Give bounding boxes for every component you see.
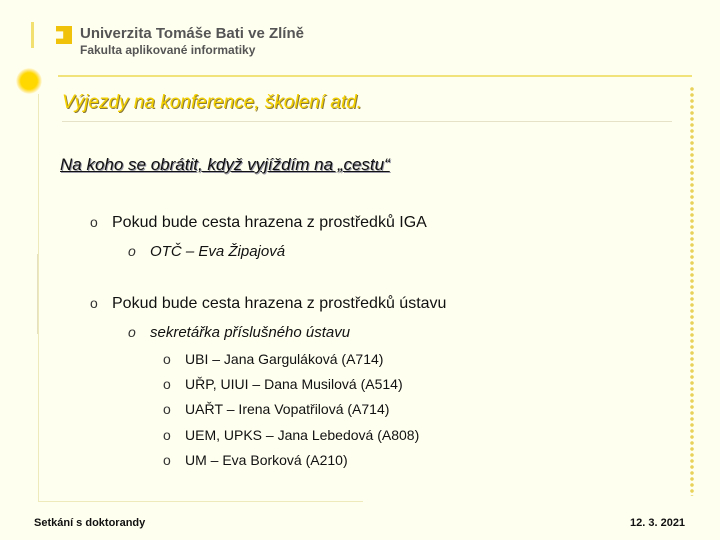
list-item-label: Pokud bude cesta hrazena z prostředků IGA [112, 214, 427, 231]
bullet-icon: o [163, 427, 171, 443]
list-item [163, 401, 389, 417]
list-item-label: OTČ – Eva Žipajová [150, 243, 286, 260]
list-item [163, 427, 419, 443]
bullet-icon: o [163, 351, 171, 367]
title-divider [62, 121, 672, 122]
footer-date: 12. 3. 2021 [630, 517, 686, 529]
faculty-name: Fakulta aplikované informatiky [80, 43, 256, 57]
university-name: Univerzita Tomáše Bati ve Zlíně [80, 25, 304, 42]
list-item-label: UEM, UPKS – Jana Lebedová (A808) [185, 427, 420, 443]
list-item [163, 452, 348, 468]
decor-line-top [58, 75, 692, 77]
bullet-icon: o [128, 324, 136, 340]
bullet-icon: o [163, 376, 171, 392]
bullet-icon: o [128, 243, 136, 259]
decor-line-bottom [38, 501, 363, 502]
list-item-label: sekretářka příslušného ústavu [150, 324, 351, 341]
decor-dotted-border [689, 86, 695, 496]
list-item [163, 376, 403, 392]
list-item-label: UAŘT – Irena Vopatřilová (A714) [185, 401, 390, 417]
university-logo-icon [56, 26, 72, 44]
bullet-icon: o [163, 401, 171, 417]
list-item [128, 243, 285, 260]
list-item-label: Pokud bude cesta hrazena z prostředků ústavu [112, 295, 447, 312]
list-item [90, 295, 446, 313]
slide-title: Výjezdy na konference, školení atd. [62, 92, 362, 113]
list-item [90, 214, 427, 232]
slide-subtitle: Na koho se obrátit, když vyjíždím na „cestu“ [60, 155, 390, 174]
bullet-icon: o [163, 452, 171, 468]
decor-line-left [38, 94, 39, 502]
list-item [128, 324, 350, 341]
bullet-icon: o [90, 214, 98, 230]
list-item-label: UBI – Jana Garguláková (A714) [185, 351, 384, 367]
list-item [163, 351, 383, 367]
decor-bar-top [31, 22, 34, 48]
list-item-label: UŘP, UIUI – Dana Musilová (A514) [185, 376, 403, 392]
bullet-icon: o [90, 295, 98, 311]
footer-label: Setkání s doktorandy [34, 517, 146, 529]
decor-line-inner [37, 254, 38, 334]
list-item-label: UM – Eva Borková (A210) [185, 452, 348, 468]
decor-dot-icon [16, 68, 42, 94]
